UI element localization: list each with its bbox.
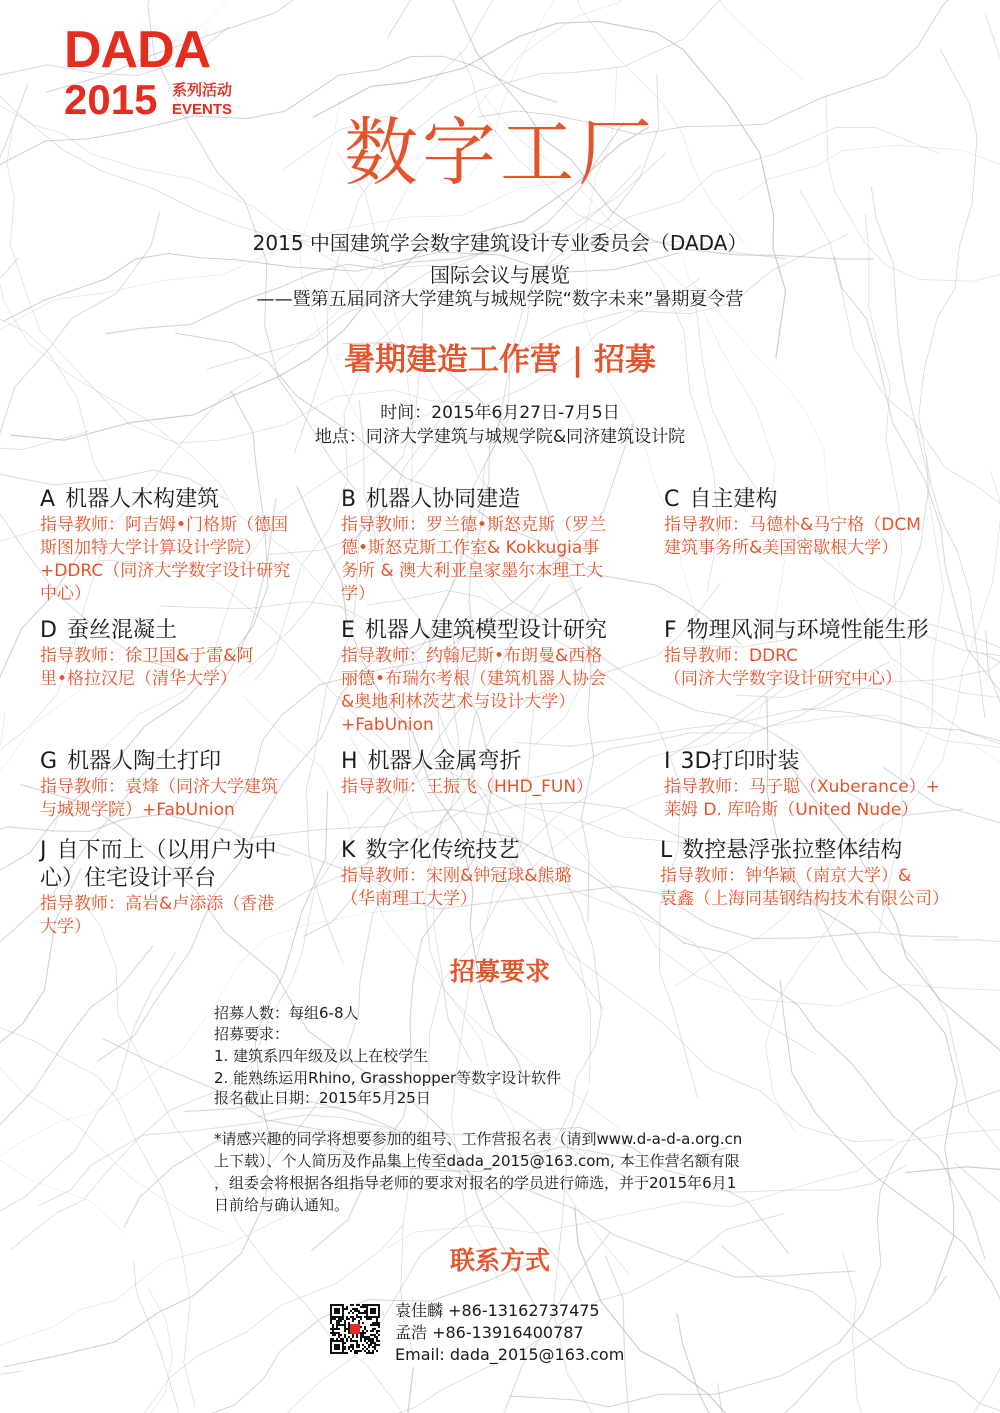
background-line [905,879,1000,1173]
workshop-title: L 数控悬浮张拉整体结构 [660,838,903,863]
workshop-teacher: 指导教师：钟华颖（南京大学）& 袁鑫（上海同基钢结构技术有限公司） [660,866,949,909]
requirement-line: 招募要求： [214,1025,290,1043]
camp-heading: 暑期建造工作营 | 招募 [344,342,656,378]
logo-events-label: EVENTS [172,101,233,118]
workshop-teacher: 指导教师：王振飞（HHD_FUN） [341,777,594,797]
background-line [677,1313,1000,1413]
contact-line: 袁佳麟 +86-13162737475 [395,1301,600,1320]
requirement-line: 2. 能熟练运用Rhino, Grasshopper等数字设计软件 [214,1069,562,1087]
workshop-teacher: 指导教师：约翰尼斯•布朗曼&西格 丽德•布瑞尔考根（建筑机器人协会 &奥地利林茨艺术与设计大学） +FabUnion [341,646,607,735]
background-line [718,1383,1000,1413]
logo-series-label: 系列活动 [172,81,233,99]
workshop-d [40,617,325,691]
workshop-title: D 蚕丝混凝土 [40,618,177,643]
subtitle-line-2: 国际会议与展览 [430,263,570,287]
page-title: 数字工厂 [344,110,656,196]
workshop-f [664,617,984,691]
application-note: *请感兴趣的同学将想要参加的组号、工作营报名表（请到www.d-a-d-a.org.cn 上下载）、个人简历及作品集上传至dada_2015@163.com, 本工作营名额有限 ，组委会将根据各组指导老师的要求对报名的学员进行筛选，并于2015年6月1 日前给与确认通知。 [214,1130,743,1214]
workshop-title: A 机器人木构建筑 [40,487,220,512]
logo-year: 2015 [64,76,158,123]
background-line [22,1287,172,1413]
workshop-title: C 自主建构 [664,487,778,512]
workshop-i [664,748,984,822]
workshop-title: H 机器人金属弯折 [341,749,522,774]
workshop-teacher: 指导教师：宋刚&钟冠球&熊璐 （华南理工大学） [341,866,572,909]
workshop-teacher: 指导教师：徐卫国&于雷&阿 里•格拉汉尼（清华大学） [40,646,254,689]
workshop-h [341,748,651,799]
background-line [0,946,153,1413]
workshop-e [341,617,651,737]
background-line [0,1371,23,1413]
workshop-teacher: 指导教师：马德朴&马宁格（DCM 建筑事务所&美国密歇根大学） [664,515,921,558]
background-line [865,214,902,932]
workshop-title: J 自下而上（以用户为中 [40,838,277,863]
event-location: 地点：同济大学建筑与城规学院&同济建筑设计院 [314,427,686,447]
requirement-line: 招募人数：每组6-8人 [214,1004,359,1022]
requirement-line: 1. 建筑系四年级及以上在校学生 [214,1047,429,1065]
workshop-title: K 数字化传统技艺 [341,838,520,863]
workshop-l [660,837,990,911]
workshop-title: I 3D打印时装 [664,749,800,774]
workshop-title: G 机器人陶土打印 [40,749,222,774]
background-line [362,0,424,38]
qr-code-icon [330,1304,380,1354]
workshop-teacher: 指导教师：马子聪（Xuberance）+ 莱姆 D. 库哈斯（United Nude） [664,777,940,820]
background-line [0,971,195,1406]
workshop-teacher: 指导教师：高岩&卢添添（香港 大学） [40,894,275,937]
subtitle-line-1: 2015 中国建筑学会数字建筑设计专业委员会（DADA） [252,231,748,255]
workshop-teacher: 指导教师：袁烽（同济大学建筑 与城规学院）+FabUnion [40,777,278,820]
contact-line: 孟浩 +86-13916400787 [395,1323,584,1342]
logo-dada: DADA [64,21,211,79]
event-time: 时间：2015年6月27日-7月5日 [380,403,620,423]
background-line [294,0,768,453]
workshop-k [341,837,651,911]
background-line [135,1353,359,1413]
workshop-title: F 物理风洞与环境性能生形 [664,618,929,643]
workshop-teacher: 指导教师：阿吉姆•门格斯（德国 斯图加特大学计算设计学院） +DDRC（同济大学数字设计研究 中心） [40,515,291,604]
requirement-line: 报名截止日期：2015年5月25日 [214,1089,431,1107]
background-line [986,630,1000,994]
workshop-title: B 机器人协同建造 [341,487,521,512]
workshop-c [664,486,984,560]
workshop-g [40,748,325,822]
background-line [276,0,803,80]
background-line [955,1163,1000,1413]
workshop-title: E 机器人建筑模型设计研究 [341,618,607,643]
subtitle-line-3: ——暨第五届同济大学建筑与城规学院“数字未来”暑期夏令营 [256,289,744,310]
contact-heading: 联系方式 [449,1246,550,1275]
workshop-j [40,837,325,939]
workshop-title-continued: 心）住宅设计平台 [40,866,217,891]
workshop-teacher: 指导教师：DDRC （同济大学数字设计研究中心） [664,646,902,689]
workshop-a [40,486,325,606]
requirements-heading: 招募要求 [449,957,550,986]
workshop-b [341,486,646,606]
background-line [0,1367,413,1413]
workshop-teacher: 指导教师：罗兰德•斯怒克斯（罗兰 德•斯怒克斯工作室& Kokkugia事 务所 & 澳大利亚皇家墨尔本理工大 学） [341,515,607,604]
background-line [575,1207,826,1413]
contact-email: Email: dada_2015@163.com [395,1345,625,1364]
